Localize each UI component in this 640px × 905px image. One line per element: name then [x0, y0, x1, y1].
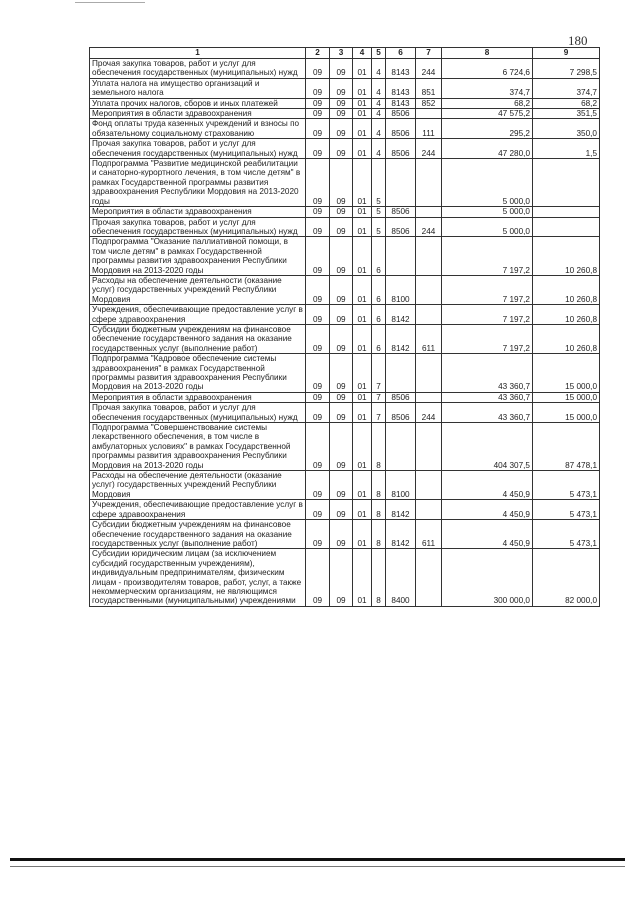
- cell-amount-2: 5 473,1: [533, 500, 600, 520]
- row-name: Фонд оплаты труда казенных учреждений и взносы по обязательному социальному страхованию: [90, 119, 306, 139]
- cell-expense-type: 244: [416, 139, 442, 159]
- cell-program: 01: [353, 78, 372, 98]
- cell-amount-1: 5 000,0: [442, 207, 533, 217]
- cell-expense-type: [416, 159, 442, 207]
- cell-amount-1: 300 000,0: [442, 549, 533, 606]
- cell-rz: 09: [306, 305, 330, 325]
- cell-program: 01: [353, 59, 372, 79]
- table-row: [90, 275, 600, 304]
- table-row: [90, 520, 600, 549]
- row-name: Подпрограмма "Совершенствование системы лекарственного обеспечения, в том числе в амбулаторных условиях" в рамках Государственной программы развития здравоохранения Республики Мордовия на 2013-2020 годы: [90, 423, 306, 471]
- cell-program: 01: [353, 305, 372, 325]
- cell-subprogram: 8: [372, 423, 386, 471]
- cell-amount-1: 4 450,9: [442, 520, 533, 549]
- cell-pr: 09: [330, 324, 353, 353]
- cell-expense-type: [416, 109, 442, 119]
- cell-amount-1: 43 360,7: [442, 354, 533, 393]
- cell-amount-2: [533, 207, 600, 217]
- cell-subprogram: 4: [372, 139, 386, 159]
- table-row: [90, 159, 600, 207]
- cell-subprogram: 4: [372, 78, 386, 98]
- cell-subprogram: 5: [372, 159, 386, 207]
- cell-direction: 8400: [386, 549, 416, 606]
- cell-subprogram: 6: [372, 275, 386, 304]
- row-name: Субсидии юридическим лицам (за исключением субсидий государственным учреждениям), индивидуальным предпринимателям, физическим лицам - производителям товаров, работ, услуг, а также некоммерческим организациям, не являющимся государственными (муниципальными) учреждениями: [90, 549, 306, 606]
- row-name: Подпрограмма "Развитие медицинской реабилитации и санаторно-курортного лечения, в том числе детям" в рамках Государственной программы развития здравоохранения Республики Мордовия на 2013-2020 годы: [90, 159, 306, 207]
- cell-rz: 09: [306, 139, 330, 159]
- cell-expense-type: [416, 423, 442, 471]
- cell-direction: 8143: [386, 59, 416, 79]
- cell-amount-2: 15 000,0: [533, 403, 600, 423]
- cell-amount-1: 7 197,2: [442, 275, 533, 304]
- cell-pr: 09: [330, 423, 353, 471]
- cell-subprogram: 4: [372, 109, 386, 119]
- cell-amount-1: 295,2: [442, 119, 533, 139]
- cell-direction: [386, 159, 416, 207]
- row-name: Прочая закупка товаров, работ и услуг для обеспечения государственных (муниципальных) нужд: [90, 59, 306, 79]
- cell-direction: 8506: [386, 139, 416, 159]
- cell-amount-2: 7 298,5: [533, 59, 600, 79]
- cell-subprogram: 8: [372, 471, 386, 500]
- cell-amount-2: 5 473,1: [533, 520, 600, 549]
- cell-amount-2: [533, 217, 600, 237]
- cell-rz: 09: [306, 109, 330, 119]
- cell-pr: 09: [330, 109, 353, 119]
- column-header: 5: [372, 48, 386, 59]
- table-row: [90, 549, 600, 606]
- cell-expense-type: [416, 392, 442, 402]
- cell-expense-type: [416, 354, 442, 393]
- cell-rz: 09: [306, 423, 330, 471]
- cell-direction: 8142: [386, 305, 416, 325]
- cell-program: 01: [353, 159, 372, 207]
- row-name: Подпрограмма "Кадровое обеспечение системы здравоохранения" в рамках Государственной программы развития здравоохранения Республики Мордовия на 2013-2020 годы: [90, 354, 306, 393]
- cell-expense-type: [416, 207, 442, 217]
- cell-expense-type: [416, 471, 442, 500]
- cell-subprogram: 7: [372, 403, 386, 423]
- cell-subprogram: 6: [372, 305, 386, 325]
- cell-direction: 8506: [386, 392, 416, 402]
- cell-program: 01: [353, 471, 372, 500]
- cell-subprogram: 7: [372, 392, 386, 402]
- cell-program: 01: [353, 423, 372, 471]
- cell-amount-1: 47 280,0: [442, 139, 533, 159]
- cell-direction: 8506: [386, 403, 416, 423]
- table-row: [90, 207, 600, 217]
- cell-program: 01: [353, 98, 372, 108]
- column-header: 3: [330, 48, 353, 59]
- cell-subprogram: 4: [372, 98, 386, 108]
- cell-subprogram: 4: [372, 119, 386, 139]
- cell-program: 01: [353, 217, 372, 237]
- cell-rz: 09: [306, 237, 330, 276]
- cell-expense-type: 111: [416, 119, 442, 139]
- cell-program: 01: [353, 392, 372, 402]
- cell-subprogram: 5: [372, 217, 386, 237]
- cell-expense-type: 851: [416, 78, 442, 98]
- cell-pr: 09: [330, 275, 353, 304]
- cell-rz: 09: [306, 403, 330, 423]
- cell-amount-2: 15 000,0: [533, 392, 600, 402]
- cell-expense-type: 611: [416, 520, 442, 549]
- cell-direction: 8506: [386, 217, 416, 237]
- cell-program: 01: [353, 119, 372, 139]
- row-name: Расходы на обеспечение деятельности (оказание услуг) государственных учреждений Республики Мордовия: [90, 275, 306, 304]
- cell-program: 01: [353, 500, 372, 520]
- table-row: [90, 471, 600, 500]
- cell-pr: 09: [330, 305, 353, 325]
- cell-amount-2: 10 260,8: [533, 237, 600, 276]
- bottom-rule-thin: [10, 866, 625, 867]
- cell-program: 01: [353, 549, 372, 606]
- bottom-rule: [10, 858, 625, 861]
- cell-amount-1: 7 197,2: [442, 324, 533, 353]
- row-name: Учреждения, обеспечивающие предоставление услуг в сфере здравоохранения: [90, 305, 306, 325]
- cell-subprogram: 8: [372, 549, 386, 606]
- cell-expense-type: [416, 549, 442, 606]
- cell-subprogram: 6: [372, 324, 386, 353]
- cell-rz: 09: [306, 520, 330, 549]
- cell-amount-2: 351,5: [533, 109, 600, 119]
- table-row: [90, 109, 600, 119]
- cell-amount-1: 4 450,9: [442, 471, 533, 500]
- table-row: [90, 423, 600, 471]
- cell-direction: [386, 423, 416, 471]
- table-header-row: [90, 48, 600, 59]
- cell-pr: 09: [330, 217, 353, 237]
- cell-amount-2: 374,7: [533, 78, 600, 98]
- table-body: [90, 59, 600, 607]
- cell-pr: 09: [330, 207, 353, 217]
- cell-pr: 09: [330, 549, 353, 606]
- table-row: [90, 324, 600, 353]
- column-header: 4: [353, 48, 372, 59]
- cell-amount-1: 47 575,2: [442, 109, 533, 119]
- cell-program: 01: [353, 237, 372, 276]
- table-row: [90, 500, 600, 520]
- cell-direction: 8100: [386, 471, 416, 500]
- cell-pr: 09: [330, 403, 353, 423]
- table-row: [90, 392, 600, 402]
- cell-rz: 09: [306, 59, 330, 79]
- row-name: Расходы на обеспечение деятельности (оказание услуг) государственных учреждений Республики Мордовия: [90, 471, 306, 500]
- cell-amount-2: 87 478,1: [533, 423, 600, 471]
- cell-expense-type: [416, 305, 442, 325]
- cell-amount-1: 6 724,6: [442, 59, 533, 79]
- table-row: [90, 217, 600, 237]
- cell-pr: 09: [330, 139, 353, 159]
- table-row: [90, 78, 600, 98]
- column-header: 2: [306, 48, 330, 59]
- cell-amount-2: [533, 159, 600, 207]
- cell-direction: 8506: [386, 109, 416, 119]
- cell-direction: 8100: [386, 275, 416, 304]
- cell-pr: 09: [330, 471, 353, 500]
- cell-rz: 09: [306, 78, 330, 98]
- cell-rz: 09: [306, 549, 330, 606]
- row-name: Субсидии бюджетным учреждениям на финансовое обеспечение государственного задания на оказание государственных услуг (выполнение работ): [90, 324, 306, 353]
- cell-subprogram: 7: [372, 354, 386, 393]
- cell-pr: 09: [330, 392, 353, 402]
- cell-pr: 09: [330, 119, 353, 139]
- cell-subprogram: 8: [372, 520, 386, 549]
- cell-subprogram: 4: [372, 59, 386, 79]
- cell-program: 01: [353, 520, 372, 549]
- cell-direction: 8506: [386, 207, 416, 217]
- table-row: [90, 119, 600, 139]
- cell-amount-1: 4 450,9: [442, 500, 533, 520]
- cell-amount-1: 7 197,2: [442, 237, 533, 276]
- cell-rz: 09: [306, 324, 330, 353]
- cell-expense-type: 611: [416, 324, 442, 353]
- cell-pr: 09: [330, 354, 353, 393]
- cell-program: 01: [353, 403, 372, 423]
- cell-rz: 09: [306, 98, 330, 108]
- table-row: [90, 139, 600, 159]
- cell-direction: 8143: [386, 98, 416, 108]
- cell-amount-2: 350,0: [533, 119, 600, 139]
- cell-direction: 8142: [386, 500, 416, 520]
- cell-amount-1: 68,2: [442, 98, 533, 108]
- cell-amount-1: 5 000,0: [442, 159, 533, 207]
- cell-program: 01: [353, 139, 372, 159]
- row-name: Подпрограмма "Оказание паллиативной помощи, в том числе детям" в рамках Государственной программы развития здравоохранения Республики Мордовия на 2013-2020 годы: [90, 237, 306, 276]
- cell-amount-1: 43 360,7: [442, 392, 533, 402]
- column-header: 8: [442, 48, 533, 59]
- row-name: Мероприятия в области здравоохранения: [90, 109, 306, 119]
- cell-direction: 8142: [386, 324, 416, 353]
- table-row: [90, 98, 600, 108]
- cell-direction: 8142: [386, 520, 416, 549]
- cell-pr: 09: [330, 159, 353, 207]
- table-row: [90, 403, 600, 423]
- cell-amount-1: 43 360,7: [442, 403, 533, 423]
- cell-amount-2: 68,2: [533, 98, 600, 108]
- scan-mark: [75, 2, 145, 3]
- table-row: [90, 59, 600, 79]
- cell-program: 01: [353, 275, 372, 304]
- cell-pr: 09: [330, 78, 353, 98]
- cell-rz: 09: [306, 159, 330, 207]
- row-name: Прочая закупка товаров, работ и услуг для обеспечения государственных (муниципальных) нужд: [90, 403, 306, 423]
- cell-rz: 09: [306, 275, 330, 304]
- cell-amount-2: 10 260,8: [533, 305, 600, 325]
- row-name: Уплата прочих налогов, сборов и иных платежей: [90, 98, 306, 108]
- cell-rz: 09: [306, 392, 330, 402]
- cell-amount-2: 1,5: [533, 139, 600, 159]
- table-row: [90, 305, 600, 325]
- cell-subprogram: 8: [372, 500, 386, 520]
- row-name: Учреждения, обеспечивающие предоставление услуг в сфере здравоохранения: [90, 500, 306, 520]
- cell-program: 01: [353, 207, 372, 217]
- column-header: 9: [533, 48, 600, 59]
- cell-amount-1: 374,7: [442, 78, 533, 98]
- row-name: Мероприятия в области здравоохранения: [90, 207, 306, 217]
- cell-rz: 09: [306, 119, 330, 139]
- cell-subprogram: 5: [372, 207, 386, 217]
- cell-direction: 8143: [386, 78, 416, 98]
- column-header: 1: [90, 48, 306, 59]
- page-number: 180: [568, 33, 588, 48]
- row-name: Мероприятия в области здравоохранения: [90, 392, 306, 402]
- row-name: Прочая закупка товаров, работ и услуг для обеспечения государственных (муниципальных) нужд: [90, 139, 306, 159]
- cell-expense-type: [416, 237, 442, 276]
- cell-rz: 09: [306, 354, 330, 393]
- column-header: 6: [386, 48, 416, 59]
- cell-amount-1: 7 197,2: [442, 305, 533, 325]
- cell-amount-2: 5 473,1: [533, 471, 600, 500]
- cell-pr: 09: [330, 520, 353, 549]
- cell-program: 01: [353, 109, 372, 119]
- cell-expense-type: [416, 500, 442, 520]
- cell-amount-2: 15 000,0: [533, 354, 600, 393]
- cell-amount-2: 82 000,0: [533, 549, 600, 606]
- table-row: [90, 354, 600, 393]
- row-name: Прочая закупка товаров, работ и услуг для обеспечения государственных (муниципальных) нужд: [90, 217, 306, 237]
- cell-expense-type: 244: [416, 59, 442, 79]
- cell-rz: 09: [306, 500, 330, 520]
- cell-program: 01: [353, 324, 372, 353]
- table-row: [90, 237, 600, 276]
- column-header: 7: [416, 48, 442, 59]
- cell-expense-type: 244: [416, 403, 442, 423]
- cell-direction: [386, 237, 416, 276]
- cell-expense-type: 244: [416, 217, 442, 237]
- cell-direction: [386, 354, 416, 393]
- budget-table: [89, 47, 600, 607]
- cell-amount-1: 5 000,0: [442, 217, 533, 237]
- row-name: Уплата налога на имущество организаций и земельного налога: [90, 78, 306, 98]
- cell-amount-2: 10 260,8: [533, 275, 600, 304]
- cell-pr: 09: [330, 237, 353, 276]
- row-name: Субсидии бюджетным учреждениям на финансовое обеспечение государственного задания на оказание государственных услуг (выполнение работ): [90, 520, 306, 549]
- cell-amount-2: 10 260,8: [533, 324, 600, 353]
- cell-rz: 09: [306, 217, 330, 237]
- cell-rz: 09: [306, 207, 330, 217]
- cell-pr: 09: [330, 59, 353, 79]
- cell-pr: 09: [330, 98, 353, 108]
- cell-direction: 8506: [386, 119, 416, 139]
- cell-rz: 09: [306, 471, 330, 500]
- cell-subprogram: 6: [372, 237, 386, 276]
- cell-expense-type: 852: [416, 98, 442, 108]
- cell-program: 01: [353, 354, 372, 393]
- cell-expense-type: [416, 275, 442, 304]
- cell-amount-1: 404 307,5: [442, 423, 533, 471]
- cell-pr: 09: [330, 500, 353, 520]
